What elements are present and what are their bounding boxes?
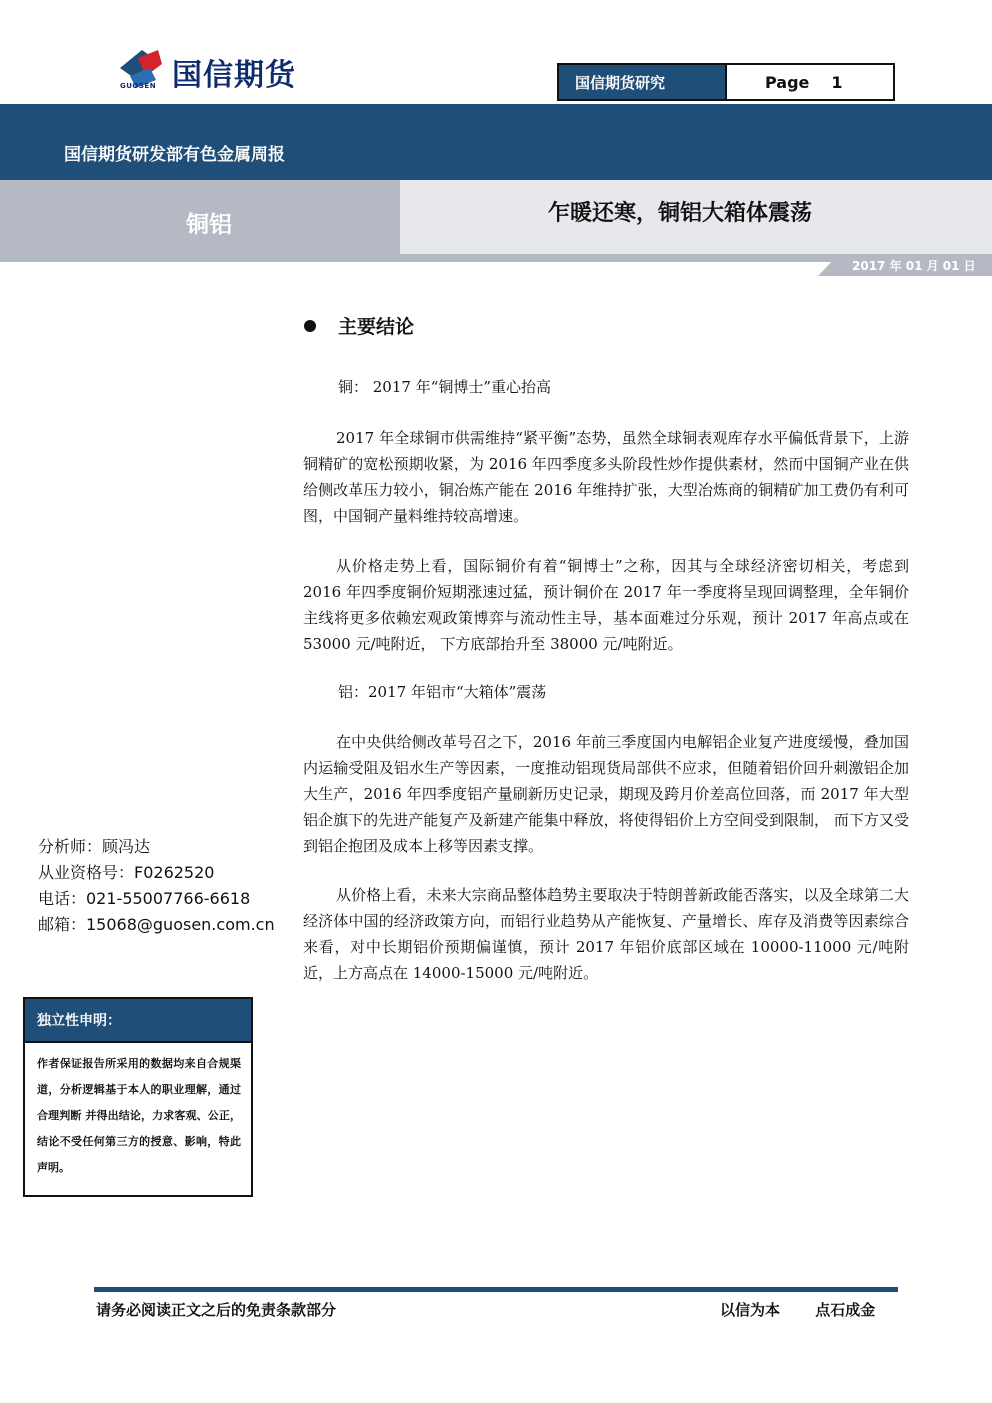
aluminum-subhead: 铝：2017 年铝市“大箱体”震荡 [338,683,547,701]
analyst-phone: 电话：021-55007766-6618 [38,889,251,908]
independence-statement-title: 独立性申明： [25,999,251,1043]
analyst-license: 从业资格号：F0262520 [38,863,215,882]
section-heading: 主要结论 [338,316,415,338]
report-date: 2017 年 01 月 01 日 [852,259,976,273]
analyst-info [38,834,275,938]
independence-statement-box [23,997,253,1197]
page-header-box [557,63,895,101]
analyst-name: 分析师：顾冯达 [38,837,151,856]
category-label: 铜铝 [186,212,232,238]
bullet-icon [304,320,316,332]
logo-subtext: GUOSEN [120,82,157,90]
research-label: 国信期货研究 [559,65,727,99]
aluminum-paragraph-1: 在中央供给侧改革号召之下，2016 年前三季度国内电解铝企业复产进度缓慢，叠加国内运输受阻及铝水生产等因素，一度推动铝现货局部供不应求，但随着铝价回升刺激铝企加大生产，2016 年四季度铝产量刷新历史记录，期现及跨月价差高位回落，而 2017 年大型铝企旗下的先进产能复产及新建产能集中释放，将使得铝价上方空间受到限制， 而下方又受到铝企抱团及成本上移等因素支撑。 [303,733,909,855]
independence-statement-body: 作者保证报告所采用的数据均来自合规渠道，分析逻辑基于本人的职业理解，通过合理判断 并得出结论，力求客观、公正，结论不受任何第三方的授意、影响，特此声明。 [37,1057,241,1174]
footer-rule [94,1287,898,1292]
footer-disclaimer-note: 请务必阅读正文之后的免责条款部分 [96,1301,337,1319]
copper-paragraph-2: 从价格走势上看，国际铜价有着“铜博士”之称，因其与全球经济密切相关，考虑到 2016 年四季度铜价短期涨速过猛，预计铜价在 2017 年一季度将呈现回调整理，全年铜价主线将更多依赖宏观政策博弈与流动性主导，基本面难过分乐观，预计 2017 年高点或在 53000 元/吨附近， 下方底部抬升至 38000 元/吨附近。 [303,557,909,653]
copper-paragraph-1: 2017 年全球铜市供需维持“紧平衡”态势，虽然全球铜表观库存水平偏低背景下，上游铜精矿的宽松预期收紧，为 2016 年四季度多头阶段性炒作提供素材，然而中国铜产业在供给侧改革压力较小，铜冶炼产能在 2016 年维持扩张，大型冶炼商的铜精矿加工费仍有利可图，中国铜产量料维持较高增速。 [303,429,909,525]
page-number: 1 [831,72,843,92]
page-label: Page [765,72,810,92]
logo-text: 国信期货 [172,58,296,93]
headline: 乍暖还寒，铜铝大箱体震荡 [548,201,813,226]
analyst-email: 邮箱：15068@guosen.com.cn [38,915,275,934]
page-indicator [727,65,893,99]
copper-subhead: 铜： 2017 年“铜博士”重心抬高 [338,378,552,396]
report-title: 国信期货研发部有色金属周报 [64,145,285,165]
footer-slogan: 以信为本 点石成金 [720,1301,876,1319]
aluminum-paragraph-2: 从价格上看，未来大宗商品整体趋势主要取决于特朗普新政能否落实，以及全球第二大经济体中国的经济政策方向，而铝行业趋势从产能恢复、产量增长、库存及消费等因素综合来看，对中长期铝价预期偏谨慎，预计 2017 年铝价底部区域在 10000-11000 元/吨附近，上方高点在 14000-15000 元/吨附近。 [303,886,909,982]
